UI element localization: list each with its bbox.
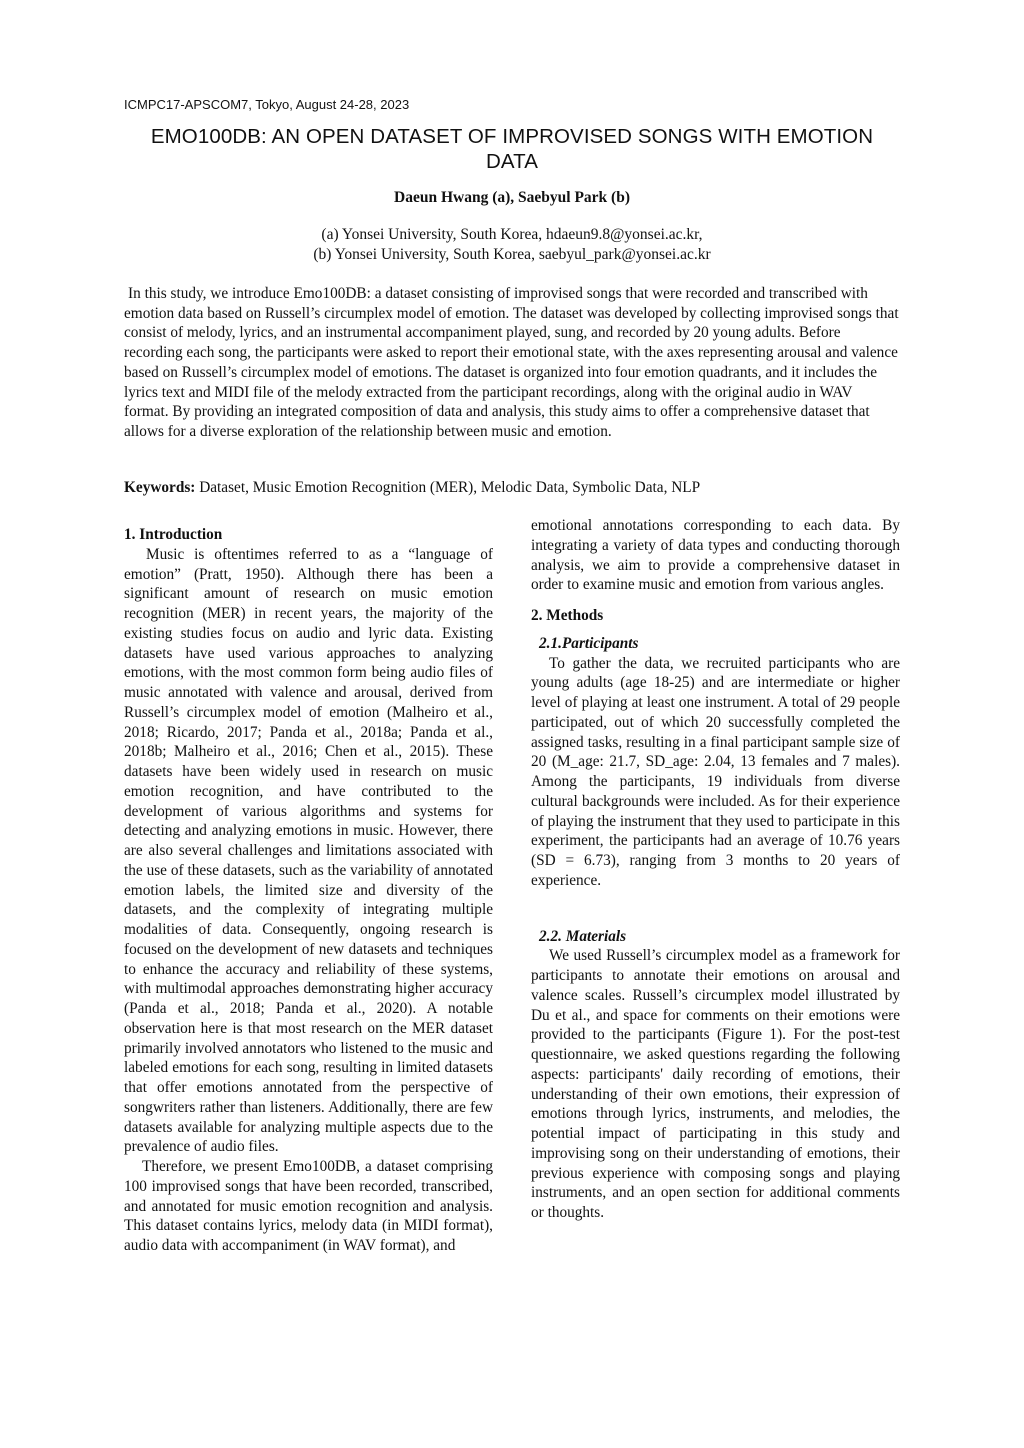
participants-paragraph: To gather the data, we recruited participants who are young adults (age 18-25) and are intermediate or higher level of playing at least one instrument. A total of 29 people participated, out of which 20 successfully completed the assigned tasks, resulting in a final participant sample size of 20 (M_age: 21.7, SD_age: 2.04, 13 females and 7 males). Among the participants, 19 individuals from diverse cultural backgrounds were included. As for their experience of playing the instrument that they used to participate in this experiment, the participants had an average of 10.76 years (SD = 6.73), ranging from 3 months to 20 years of experience.	[531, 654, 900, 889]
materials-paragraph: We used Russell’s circumplex model as a framework for participants to annotate their emotions on arousal and valence scales. Russell’s circumplex model illustrated by Du et al., and space for comments on their emotions were provided to the participants (Figure 1). For the post-test questionnaire, we asked questions regarding the following aspects: participants' daily recording of emotions, their understanding of their own emotions, their expression of emotions through lyrics, instruments, and melodies, the potential impact of participating in this study and improvising song on their understanding of emotions, their previous experience with composing songs and playing instruments, and an open section for additional comments or thoughts.	[531, 947, 900, 1221]
affiliations	[124, 225, 900, 264]
section-heading-introduction: 1. Introduction	[124, 526, 223, 543]
introduction-paragraph-1: Music is oftentimes referred to as a “language of emotion” (Pratt, 1950). Although there has been a significant amount of research on music emotion recognition (MER) in recent years, the majority of the existing studies focus on audio and lyric data. Existing datasets have used various approaches to analyzing emotions, with the most common form being audio files of music annotated with valence and arousal, derived from Russell’s circumplex model of emotion (Malheiro et al., 2018; Ricardo, 2017; Panda et al., 2018a; Panda et al., 2018b; Malheiro et al., 2016; Chen et al., 2015). These datasets have been widely used in research on music emotion recognition, and have contributed to the development of various algorithms and systems for detecting and analyzing emotions in music. However, there are also several challenges and limitations associated with the use of these datasets, such as the variability of annotated emotion labels, the limited size and diversity of the datasets, and the complexity of integrating multiple modalities of data. Consequently, ongoing research is focused on the development of new datasets and techniques to enhance the accuracy and reliability of these systems, with multimodal approaches demonstrating higher accuracy (Panda et al., 2018; Panda et al., 2020). A notable observation here is that most research on the MER dataset primarily involved annotators who listened to the music and labeled emotions for each song, resulting in limited datasets that offer emotions annotated from the perspective of songwriters rather than listeners. Additionally, there are few datasets available for analyzing multiple aspects due to the prevalence of audio files.	[124, 545, 493, 1156]
abstract-text: In this study, we introduce Emo100DB: a dataset consisting of improvised songs that were recorded and transcribed with emotion data based on Russell’s circumplex model of emotion. The dataset was developed by collecting improvised songs that consist of melody, lyrics, and an instrumental accompaniment played, sung, and recorded by 20 young adults. Before recording each song, the participants were asked to report their emotional state, with the axes representing arousal and valence based on Russell’s circumplex model of emotions. The dataset is organized into four emotion quadrants, and it includes the lyrics text and MIDI file of the melody extracted from the participant recordings, along with the original audio in WAV format. By providing an integrated composition of data and analysis, this study aims to offer a comprehensive dataset that allows for a diverse exploration of the relationship between music and emotion.	[124, 285, 899, 440]
abstract	[124, 284, 900, 442]
affiliation-b: (b) Yonsei University, South Korea, saebyul_park@yonsei.ac.kr	[313, 245, 711, 263]
introduction-continuation: emotional annotations corresponding to each data. By integrating a variety of data types and conducting thorough analysis, we aim to provide a comprehensive dataset in order to examine music and emotion from various angles.	[531, 517, 900, 594]
subsection-heading-participants: 2.1.Participants	[539, 634, 639, 652]
author-list: Daeun Hwang (a), Saebyul Park (b)	[394, 189, 630, 206]
right-column	[531, 516, 900, 1223]
keywords	[124, 479, 900, 497]
keywords-text: Dataset, Music Emotion Recognition (MER), Melodic Data, Symbolic Data, NLP	[199, 479, 701, 496]
introduction-paragraph-2: Therefore, we present Emo100DB, a dataset comprising 100 improvised songs that have been recorded, transcribed, and annotated for music emotion recognition and analysis. This dataset contains lyrics, melody data (in MIDI format), audio data with accompaniment (in WAV format), and	[124, 1158, 493, 1254]
section-heading-methods: 2. Methods	[531, 607, 604, 624]
left-column	[124, 525, 493, 1256]
keywords-label: Keywords:	[124, 479, 196, 496]
conference-header: ICMPC17-APSCOM7, Tokyo, August 24-28, 2023	[124, 97, 410, 112]
paper-title: EMO100DB: AN OPEN DATASET OF IMPROVISED SONGS WITH EMOTION DATA	[150, 125, 874, 173]
affiliation-a: (a) Yonsei University, South Korea, hdaeun9.8@yonsei.ac.kr,	[321, 226, 703, 243]
subsection-heading-materials: 2.2. Materials	[539, 927, 627, 945]
